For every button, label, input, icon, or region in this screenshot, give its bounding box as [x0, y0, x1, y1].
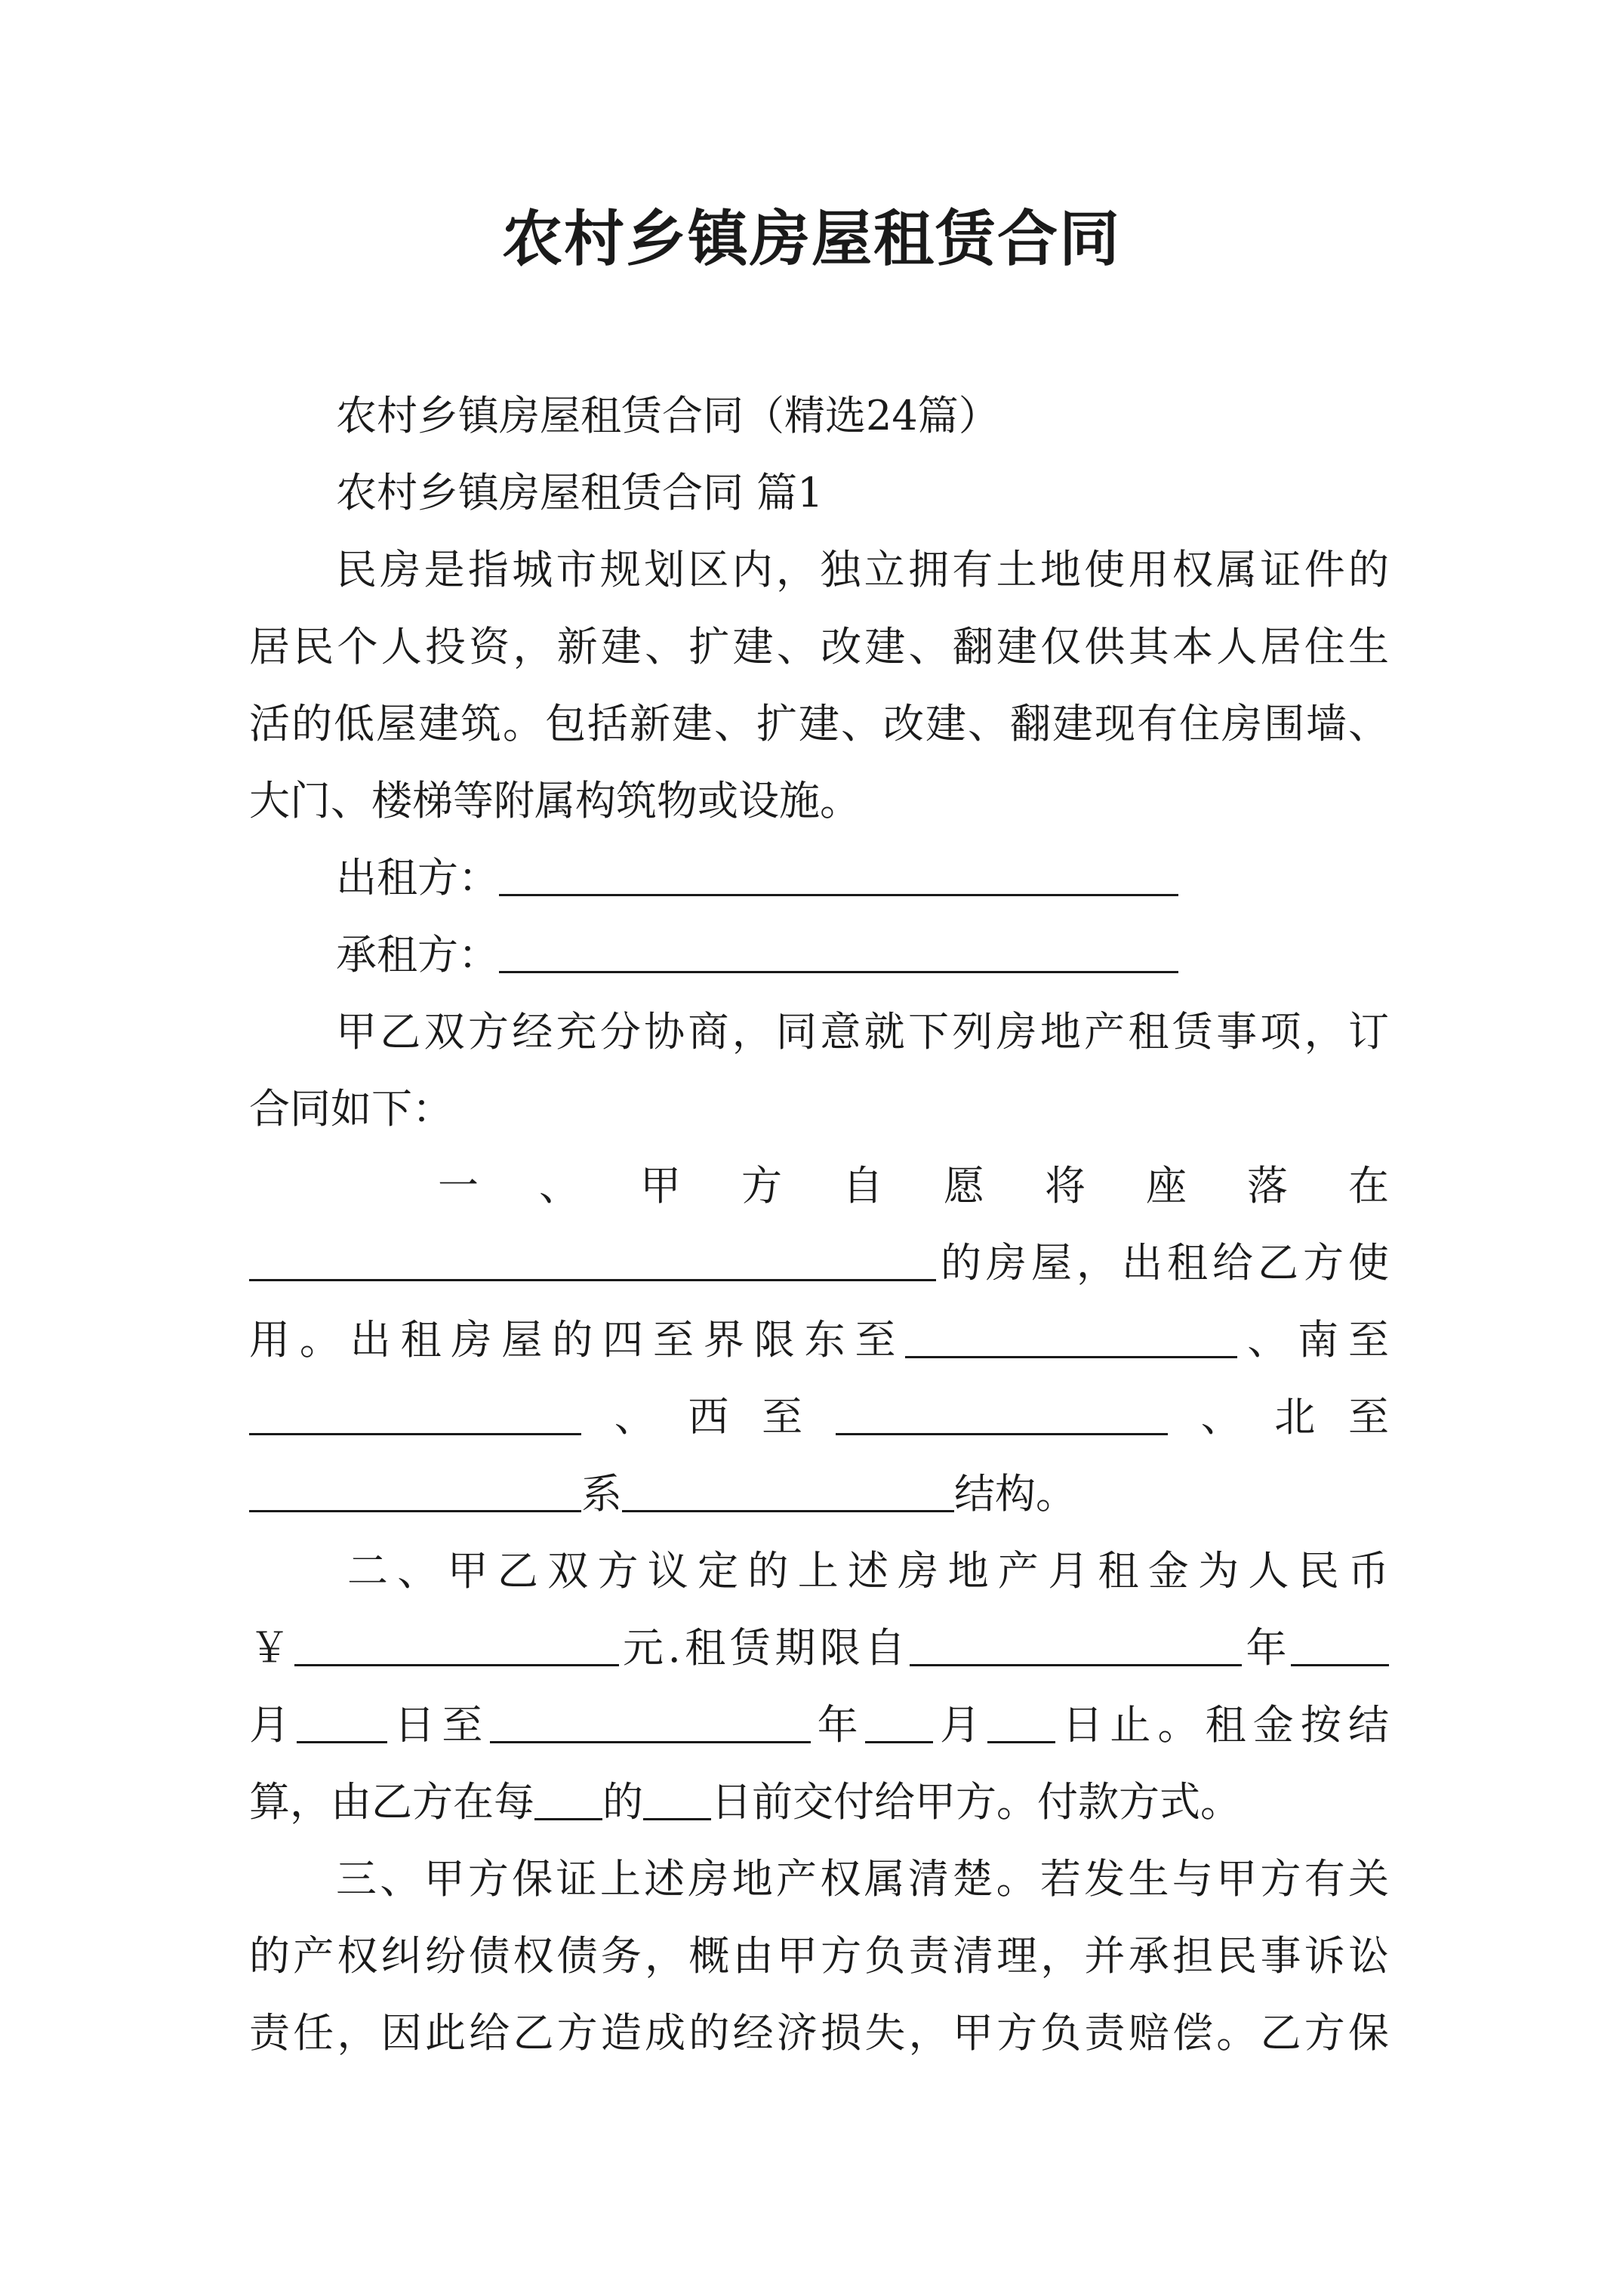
clause-1-line: 用。出租房屋的四至界限东至 、南至 — [249, 1316, 1389, 1364]
location-blank[interactable] — [249, 1238, 936, 1281]
structure-blank[interactable] — [622, 1469, 954, 1512]
clause-3-line: 的产权纠纷债权债务，概由甲方负责清理，并承担民事诉讼 — [249, 1932, 1389, 1980]
paragraph-line: 民房是指城市规划区内，独立拥有土地使用权属证件的 — [336, 546, 1389, 593]
clause-2-line: 二、甲乙双方议定的上述房地产月租金为人民币 — [347, 1547, 1389, 1595]
lessee-line — [249, 917, 1389, 994]
paragraph-line: 大门、楼梯等附属构筑物或设施。 — [249, 777, 861, 824]
end-day-blank[interactable] — [987, 1700, 1055, 1743]
lessor-blank[interactable] — [499, 853, 1178, 896]
clause-1-line: 一、甲方自愿将座落在 — [438, 1162, 1389, 1210]
paragraph-line: 活的低屋建筑。包括新建、扩建、改建、翻建现有住房围墙、 — [249, 700, 1389, 747]
start-month-blank[interactable] — [1291, 1623, 1389, 1666]
start-year-blank[interactable] — [910, 1623, 1242, 1666]
clause-2-line: ￥ 元.租赁期限自 年 — [249, 1610, 1389, 1687]
payment-day-blank[interactable] — [643, 1777, 711, 1820]
subtitle-line: 农村乡镇房屋租赁合同（精选24篇） — [336, 392, 999, 439]
clause-2-line: 算，由乙方在每 的 日前交付给甲方。付款方式。 — [249, 1778, 1241, 1826]
end-year-blank[interactable] — [490, 1700, 811, 1743]
west-boundary-blank[interactable] — [836, 1392, 1168, 1435]
payment-period-blank[interactable] — [534, 1777, 602, 1820]
paragraph-line: 合同如下： — [249, 1085, 453, 1133]
document-title: 农村乡镇房屋租赁合同 — [502, 203, 1121, 274]
clause-3-line: 责任，因此给乙方造成的经济损失，甲方负责赔偿。乙方保 — [249, 2009, 1389, 2057]
end-month-blank[interactable] — [865, 1700, 933, 1743]
clause-2-line: 月 日至 年 月 日止。租金按结 — [249, 1701, 1390, 1749]
document-body — [249, 378, 1389, 2072]
north-boundary-blank[interactable] — [249, 1469, 581, 1512]
section-heading: 农村乡镇房屋租赁合同 篇1 — [336, 469, 824, 516]
clause-3-line: 三、甲方保证上述房地产权属清楚。若发生与甲方有关 — [336, 1855, 1389, 1903]
east-boundary-blank[interactable] — [905, 1315, 1237, 1358]
clause-1-line: 的房屋，出租给乙方使 — [249, 1225, 1389, 1302]
clause-1-line: 、西至 、北至 — [249, 1379, 1389, 1456]
lessor-line — [249, 840, 1389, 917]
start-day-blank[interactable] — [297, 1700, 387, 1743]
paragraph-line: 居民个人投资，新建、扩建、改建、翻建仅供其本人居住生 — [249, 623, 1389, 670]
clause-1-line: 系 结构。 — [249, 1456, 1389, 1533]
lessor-label: 出租方： — [336, 854, 499, 901]
rent-blank[interactable] — [294, 1623, 619, 1666]
paragraph-line: 甲乙双方经充分协商，同意就下列房地产租赁事项，订 — [336, 1008, 1389, 1056]
south-boundary-blank[interactable] — [249, 1392, 581, 1435]
lessee-blank[interactable] — [499, 930, 1178, 973]
lessee-label: 承租方： — [336, 931, 499, 978]
